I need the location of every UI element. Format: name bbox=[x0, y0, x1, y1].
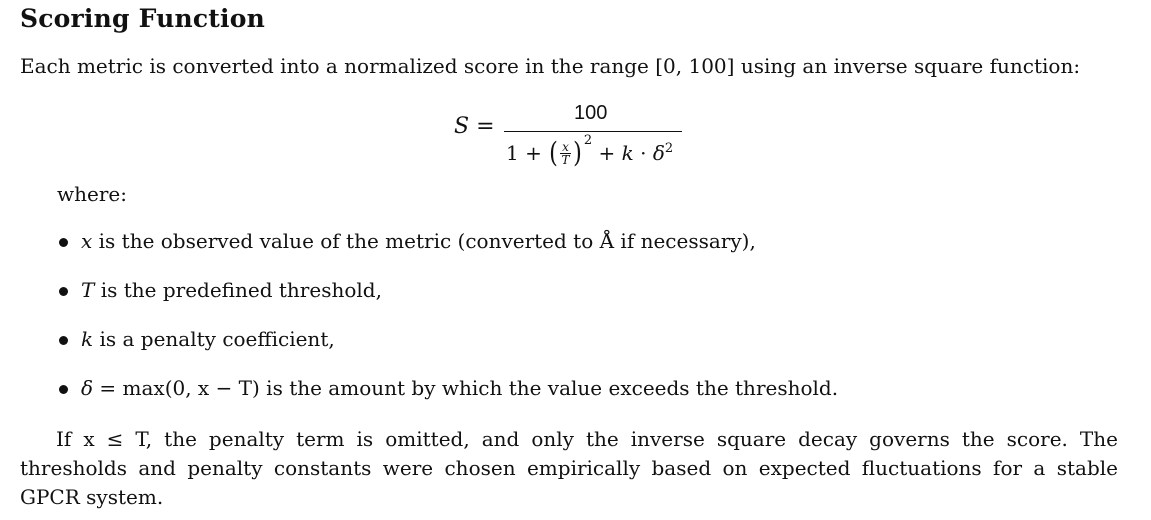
variable-symbol: δ bbox=[81, 376, 94, 400]
list-item bbox=[57, 278, 838, 327]
variable-symbol: x bbox=[81, 229, 93, 253]
delta-symbol: δ bbox=[652, 141, 665, 165]
k-symbol: k bbox=[621, 141, 634, 165]
square-exponent: 2 bbox=[583, 133, 593, 148]
score-equation bbox=[448, 100, 698, 180]
equation-numerator: 100 bbox=[574, 102, 608, 124]
equation-denominator bbox=[506, 133, 673, 169]
bullet-icon bbox=[59, 238, 68, 247]
delta-exponent: 2 bbox=[664, 141, 674, 156]
closing-paragraph: If x ≤ T, the penalty term is omitted, and only the inverse square decay governs the score. The thresholds and penalty constants were chosen empirically based on expected fluctuations for a stable GPCR system. bbox=[20, 427, 1118, 509]
variable-description: is a penalty coefficient, bbox=[93, 327, 335, 351]
variable-symbol: T bbox=[81, 278, 95, 302]
bullet-icon bbox=[59, 287, 68, 296]
variable-symbol: k bbox=[81, 327, 94, 351]
section-heading: Scoring Function bbox=[20, 4, 265, 33]
variable-description: is the predefined threshold, bbox=[94, 278, 382, 302]
fraction-x: x bbox=[562, 140, 569, 154]
dot-operator: · bbox=[633, 141, 653, 165]
variable-description: is the observed value of the metric (converted to Å if necessary), bbox=[92, 229, 756, 253]
variable-list bbox=[57, 229, 838, 425]
bullet-icon bbox=[59, 385, 68, 394]
left-paren: ( bbox=[549, 136, 559, 169]
x-over-t-fraction bbox=[560, 141, 571, 166]
fraction-t: T bbox=[561, 153, 570, 167]
intro-paragraph: Each metric is converted into a normalized score in the range [0, 100] using an inverse square function: bbox=[20, 54, 1081, 78]
list-item bbox=[57, 327, 838, 376]
variable-description: = max(0, x − T) is the amount by which the value exceeds the threshold. bbox=[93, 376, 839, 400]
plus-sign: + bbox=[592, 141, 622, 165]
bullet-icon bbox=[59, 336, 68, 345]
right-paren: ) bbox=[573, 136, 582, 169]
equation-lhs: S = bbox=[454, 114, 495, 139]
list-item bbox=[57, 376, 838, 425]
denominator-one: 1 + bbox=[506, 141, 542, 165]
list-item bbox=[57, 229, 838, 278]
where-label: where: bbox=[57, 182, 127, 206]
